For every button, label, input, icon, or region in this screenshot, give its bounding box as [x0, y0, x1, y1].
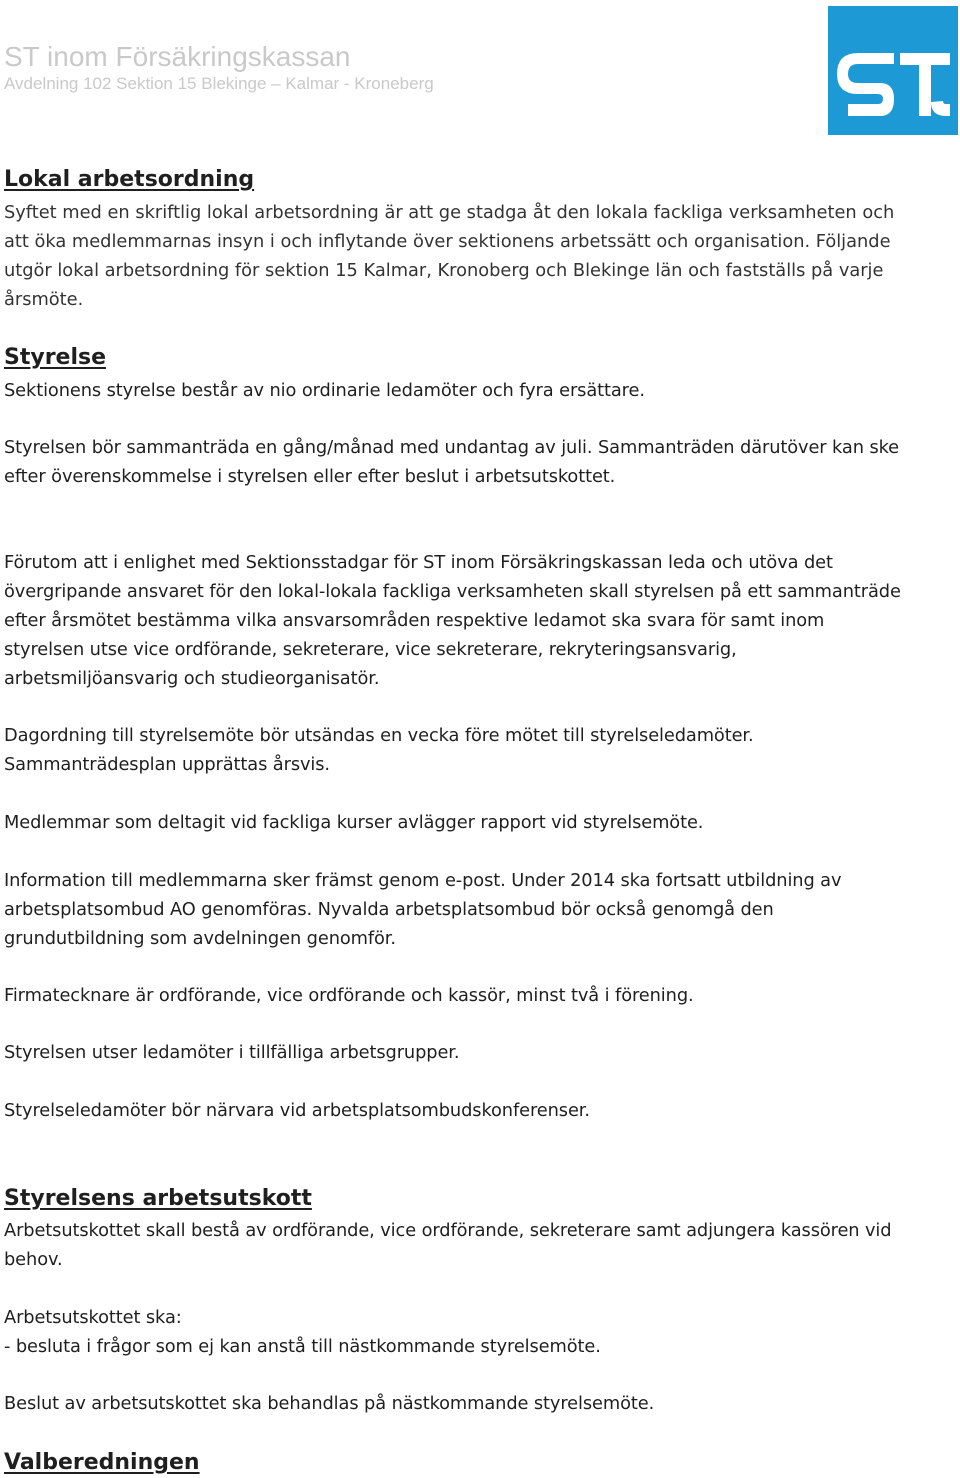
header-subtitle: Avdelning 102 Sektion 15 Blekinge – Kalmar - Kroneberg: [4, 74, 434, 93]
heading-valberedningen: Valberedningen: [4, 1450, 200, 1475]
header-title: ST inom Försäkringskassan: [4, 41, 351, 72]
heading-styrelsens-arbetsutskott: Styrelsens arbetsutskott: [4, 1186, 312, 1211]
paragraph-au-3: - besluta i frågor som ej kan anstå till nästkommande styrelsemöte.: [4, 1336, 601, 1357]
paragraph-styrelse-2: Styrelsen bör sammanträda en gång/månad med undantag av juli. Sammanträden därutöver kan ske efter överenskommelse i styrelsen eller efter beslut i arbetsutskottet.: [4, 437, 900, 487]
paragraph-lokal-intro: Syftet med en skriftlig lokal arbetsordning är att ge stadga åt den lokala fackliga verksamheten och att öka medlemmarnas insyn i och inflytande över sektionens arbetssätt och organisation. Följande utgör lokal arbetsordning för sektion 15 Kalmar, Kronoberg och Blekinge län och fastställs på varje årsmöte.: [4, 202, 895, 310]
paragraph-styrelse-1: Sektionens styrelse består av nio ordinarie ledamöter och fyra ersättare.: [4, 380, 645, 401]
paragraph-styrelse-9: Styrelseledamöter bör närvara vid arbetsplatsombudskonferenser.: [4, 1100, 590, 1121]
paragraph-au-4: Beslut av arbetsutskottet ska behandlas på nästkommande styrelsemöte.: [4, 1393, 655, 1414]
paragraph-styrelse-7: Firmatecknare är ordförande, vice ordförande och kassör, minst två i förening.: [4, 985, 694, 1006]
paragraph-au-2: Arbetsutskottet ska:: [4, 1307, 182, 1328]
paragraph-au-1: Arbetsutskottet skall bestå av ordförande, vice ordförande, sekreterare samt adjungera kassören vid behov.: [4, 1220, 892, 1270]
st-logo-icon: [828, 6, 958, 135]
paragraph-styrelse-8: Styrelsen utser ledamöter i tillfälliga arbetsgrupper.: [4, 1042, 460, 1063]
heading-styrelse: Styrelse: [4, 345, 107, 370]
paragraph-styrelse-6: Information till medlemmarna sker främst genom e-post. Under 2014 ska fortsatt utbildning av arbetsplatsombud AO genomföras. Nyvalda arbetsplatsombud bör också genomgå den grundutbildning som avdelningen genomför.: [4, 870, 842, 949]
heading-lokal-arbetsordning: Lokal arbetsordning: [4, 167, 255, 192]
paragraph-styrelse-5: Medlemmar som deltagit vid fackliga kurser avlägger rapport vid styrelsemöte.: [4, 812, 704, 833]
st-logo: [828, 6, 958, 135]
paragraph-styrelse-4: Dagordning till styrelsemöte bör utsändas en vecka före mötet till styrelseledamöter. Sammanträdesplan upprättas årsvis.: [4, 725, 754, 775]
paragraph-styrelse-3: Förutom att i enlighet med Sektionsstadgar för ST inom Försäkringskassan leda och utöva det övergripande ansvaret för den lokal-lokala fackliga verksamheten skall styrelsen på ett sammanträde efter årsmötet bestämma vilka ansvarsområden respektive ledamot ska svara för samt inom styrelsen utse vice ordförande, sekreterare, vice sekreterare, rekryteringsansvarig, arbetsmiljöansvarig och studieorganisatör.: [4, 552, 901, 689]
